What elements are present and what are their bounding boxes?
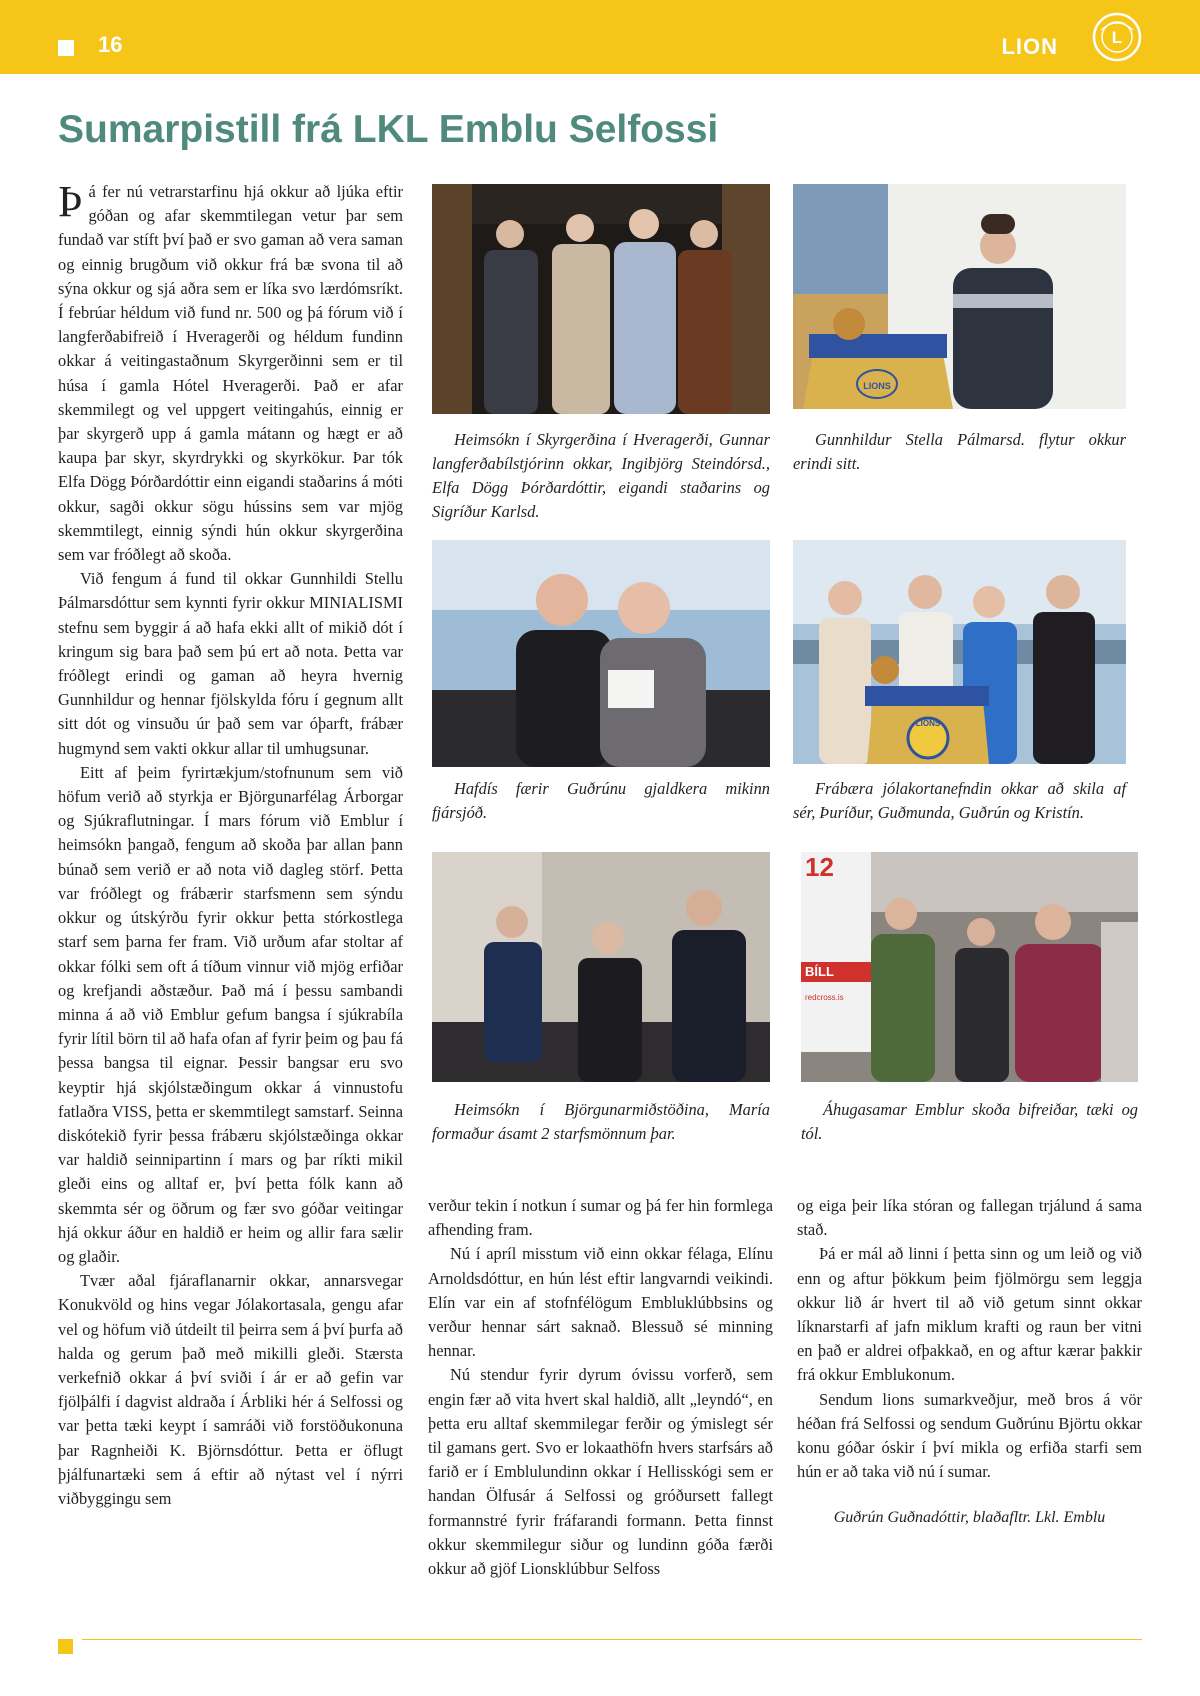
paragraph: Við fengum á fund til okkar Gunnhildi Stellu Þálmarsdóttur sem kynnti fyrir okkur MINIALISMI stefnu sem byggir á að hafa ekki allt of mikið dót í kringum sig bara það sem þú ert að nota. Þetta var fróðlegt erindi og gaman að heyra hvernig Gunnhildur og hennar fjölskylda fóru í gegnum allt sitt dót og vinsuðu úr það sem var óþarft, frábær hugmynd sem vakti okkur allar til umhugsunar. <box>58 569 403 758</box>
photo-caption: Hafdís færir Guðrúnu gjaldkera mikinn fjársjóð. <box>432 779 770 822</box>
photo-jolakortanefnd <box>793 540 1126 764</box>
paragraph: Þá fer nú vetrarstarfinu hjá okkur að ljúka eftir góðan og afar skemmtilegan vetur þar sem fundað var stíft því það er svo gaman að vera saman og einnig brugðum við okkur frá bæ svona til að sýna okkur og sjá aðra sem er líka svo lærdómsríkt. Í febrúar héldum við fund nr. 500 og þá fórum við í langferðabifreið í Hveragerði og héldum fundinn okkar á veitingastaðnum Skyrgerðinni sem er til húsa í gamla Hótel Hveragerði. Það er afar skemmilegt og vel uppgert veitingahús, einnig er þar skyrgerð upp á gamla mátann og hægt er að kaupa þar skyr, skyrdrykki og skyrkökur. Þar tók Elfa Dögg Þórðardóttir einn eigandi staðarins á móti okkur, sagði okkur sögu hússins sem var mjög skemmtilegt, einnig sýndi hún okkur skyrgerðina sem var fróðlegt að skoða. <box>58 177 403 565</box>
podium-lions-text: LIONS <box>915 719 941 728</box>
paragraph: Tvær aðal fjáraflanarnir okkar, annarsvegar Konukvöld og hins vegar Jólakortasala, gengu afar vel og höfum við útdeilt til þeirra sem á því þurfa að halda og gerum það með mikilli gleði. Stærsta verkefnið okkar á því sviði í ár er að gefin var fjölþálfi í dagvist aldraða í Árbliki hér á Selfossi og var þetta tæki keypt í samráði við forstöðukonuna þar Ragnheiði K. Björnsdóttur. Þetta er öflugt þjálfunartæki sem á eftir að nýtast vel í nýrri viðbyggingu sem <box>58 1271 403 1508</box>
article-signature: Guðrún Guðnadóttir, blaðafltr. Lkl. Emblu <box>833 1509 1106 1527</box>
article-title: Sumarpistill frá LKL Emblu Selfossi <box>58 108 719 151</box>
photo-caption: Gunnhildur Stella Pálmarsd. flytur okkur erindi sitt. <box>793 430 1126 473</box>
photo-caption: Áhugasamar Emblur skoða bifreiðar, tæki og tól. <box>801 1100 1138 1143</box>
photo-caption: Frábæra jólakortanefndin okkar að skila af sér, Þuríður, Guðmunda, Guðrún og Kristín. <box>793 779 1126 822</box>
article-column-2 <box>428 1194 773 1581</box>
paragraph: Þá er mál að linni í þetta sinn og um leið og við enn og aftur þökkum þeim fjölmörgu sem leggja okkur lið ár hvert til að við getum sinnt okkar líknarstarfi af jafn miklum krafti og raun ber vitni en það er aldrei ofþakkað, en og aftur kærar þakkir frá okkur Emblukonum. <box>797 1244 1142 1385</box>
svg-text:L: L <box>1111 28 1123 47</box>
photo-hafdis-gudrun <box>432 540 770 767</box>
photo-emblur-vehicles <box>801 852 1138 1082</box>
paragraph: Eitt af þeim fyrirtækjum/stofnunum sem við höfum verið að styrkja er Björgunarfélag Árborgar og Sjúkraflutningar. Í mars fórum við Emblur í heimsókn þangað, fengum að skoða þar allan þann búnað sem verið er að nota við dagleg störf. Þetta var fróðlegt og frábærir starfsmenn sem sýndu okkur og útskýrðu fyrir okkur þetta stórkostlega starf sem þarna fer fram. Við urðum afar stoltar af okkar fólki sem oft á tíðum vinnur við mjög erfiðar og krefjandi aðstæður. Það má í þessu sambandi minna á að við Emblur gefum bangsa í sjúkrabíla fyrir lítil börn til að hafa ofan af fyrir þeim og þau fá þessa bangsa til eignar. Þessir bangsar eru svo keyptir hjá skjólstæðingum okkar á vinnustofu fatlaðra VISS, þetta er skemmtilegt samstarf. Seinna diskótekið fyrir þessa frábæru skjólstæðinga okkar var haldið seinnipartinn í mars og þar ríkti mikil gleði eins og alltaf er, því þetta fólk kann að skemmta sér og öðrum og fær svo góðar veitingar hjá okkur áður en haldið er heim og allir fara sælir og glaðir. <box>58 762 403 1266</box>
photo-caption: Heimsókn í Björgunarmiðstöðina, María formaður ásamt 2 starfsmönnum þar. <box>432 1100 770 1143</box>
lions-logo-icon <box>1092 12 1142 62</box>
header-square-marker <box>58 40 74 56</box>
magazine-name: LION <box>1001 34 1058 59</box>
article-column-3 <box>797 1194 1142 1531</box>
photo-caption: Heimsókn í Skyrgerðina í Hveragerði, Gunnar langferðabílstjórinn okkar, Ingibjörg Steindórsd., Elfa Dögg Þórðardóttir, eigandi staðarins og Sigríður Karlsd. <box>432 430 770 521</box>
drop-cap: Þ <box>58 177 83 226</box>
page-number: 16 <box>98 32 123 57</box>
photo-skyrgerdin-group <box>432 184 770 414</box>
footer-rule <box>82 1639 1142 1640</box>
paragraph: Nú í apríl misstum við einn okkar félaga, Elínu Arnoldsdóttur, en hún lést eftir langvarndi veikindi. Elín var ein af stofnfélögum Embluklúbbsins og verður hennar sárt saknað. Blessuð sé minning hennar. <box>428 1244 773 1361</box>
paragraph: Sendum lions sumarkveðjur, með bros á vör héðan frá Selfossi og sendum Guðrúnu Björtu okkar konu góðar óskir í því mikla og erfiða starfi sem hún er að taka við nú í sumar. <box>797 1389 1142 1482</box>
paragraph: verður tekin í notkun í sumar og þá fer hin formlega afhending fram. <box>428 1196 773 1240</box>
article-column-1 <box>58 177 403 1511</box>
vehicle-url-text: redcross.is <box>805 993 844 1002</box>
paragraph: og eiga þeir líka stóran og fallegan trjálund á sama stað. <box>797 1196 1142 1240</box>
photo-bjorgunarmidstod <box>432 852 770 1082</box>
podium-lions-text: LIONS <box>863 381 891 391</box>
paragraph: Nú stendur fyrir dyrum óvissu vorferð, sem engin fær að vita hvert skal haldið, allt „leyndó“, en þetta eru alltaf skemmilegar ferðir og ýmislegt sér til gamans gert. Svo er lokaathöfn hvers starfsárs að farið er í Emblulundinn okkar í Hellisskógi sem er handan Ölfusár á Selfossi og gróðursett fallegt formannstré fyrir fráfarandi formann. Þetta finnst okkur skemmilegur siður og lundinn góða færði okkur að gjöf Lionsklúbbur Selfoss <box>428 1365 773 1579</box>
footer-square-marker <box>58 1639 73 1654</box>
header-bar <box>0 0 1200 74</box>
vehicle-label-text: BÍLL <box>805 964 834 979</box>
photo-speaker-gunnhildur <box>793 184 1126 409</box>
vehicle-number-text: 12 <box>805 852 834 882</box>
